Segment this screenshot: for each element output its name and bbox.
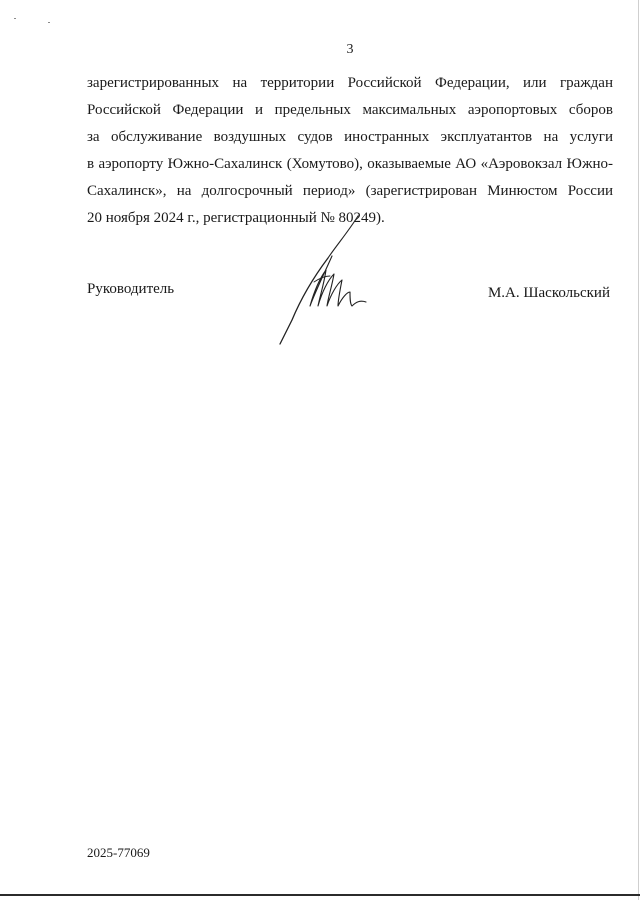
body-line: 20 ноября 2024 г., регистрационный № 80249). bbox=[87, 210, 385, 226]
scan-speck bbox=[14, 18, 16, 19]
body-line: Российской Федерации и предельных максимальных аэропортовых сборов bbox=[87, 102, 613, 118]
body-line: за обслуживание воздушных судов иностранных эксплуатантов на услуги bbox=[87, 129, 613, 145]
scan-edge-bottom bbox=[0, 894, 640, 896]
document-registration-code: 2025-77069 bbox=[87, 845, 150, 860]
scan-speck bbox=[48, 22, 50, 23]
body-line: Сахалинск», на долгосрочный период» (зарегистрирован Минюстом России bbox=[87, 183, 613, 199]
handwritten-signature bbox=[270, 212, 380, 347]
body-line: зарегистрированных на территории Российской Федерации, или граждан bbox=[87, 75, 613, 91]
signatory-name: М.А. Шаскольский bbox=[487, 285, 610, 301]
scan-edge-right bbox=[638, 0, 639, 900]
body-paragraph bbox=[87, 70, 613, 232]
body-line: в аэропорту Южно-Сахалинск (Хомутово), оказываемые АО «Аэровокзал Южно- bbox=[87, 156, 613, 172]
page-number: 3 bbox=[346, 42, 354, 57]
signatory-role: Руководитель bbox=[87, 281, 175, 297]
